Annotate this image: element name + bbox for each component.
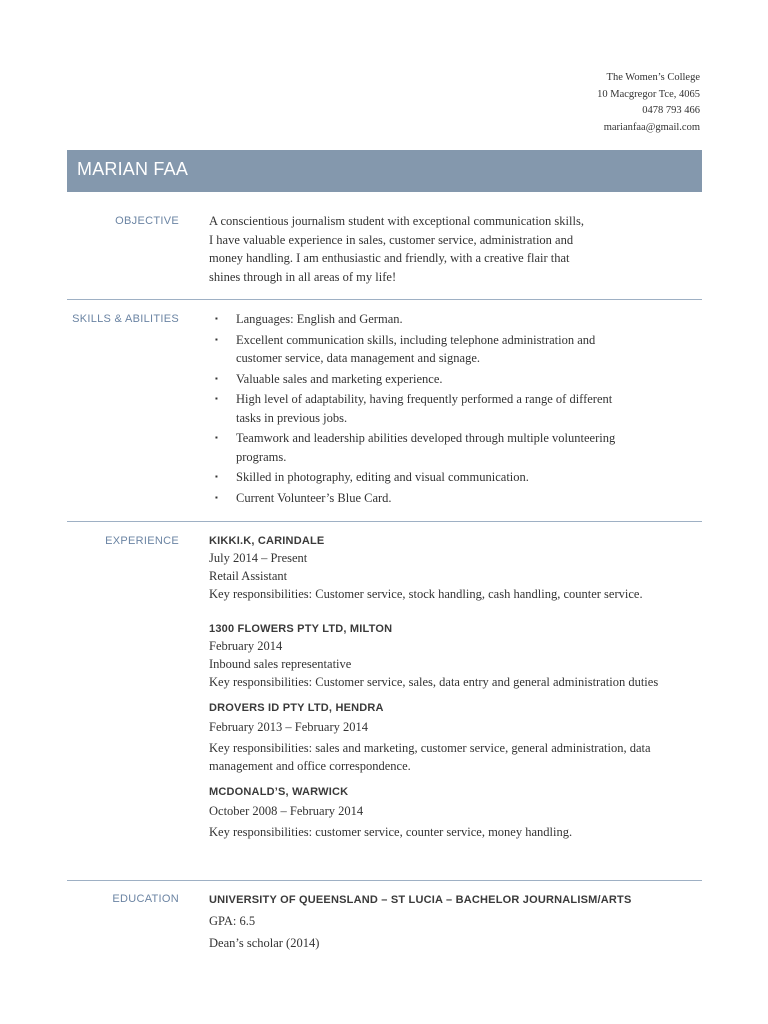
job-entry (209, 533, 709, 603)
skills-block (209, 310, 709, 509)
job-responsibilities: Key responsibilities: Customer service, stock handling, cash handling, counter service. (209, 587, 643, 601)
skill-text: Current Volunteer’s Blue Card. (236, 490, 392, 505)
section-divider (67, 880, 702, 881)
bullet-icon: ▪ (215, 314, 218, 323)
bullet-icon: ▪ (215, 334, 218, 344)
job-role: Retail Assistant (209, 569, 288, 583)
job-responsibilities: Key responsibilities: Customer service, sales, data entry and general administration duties (209, 675, 659, 689)
job-entry (209, 700, 709, 775)
list-item (209, 489, 636, 508)
job-dates: February 2014 (209, 639, 283, 653)
skill-text: Excellent communication skills, including telephone administration and customer service, data management and signage. (236, 332, 596, 365)
job-responsibilities: Key responsibilities: customer service, counter service, money handling. (209, 825, 573, 839)
objective-line: I have valuable experience in sales, customer service, administration and (209, 232, 574, 247)
job-role: Inbound sales representative (209, 657, 352, 671)
contact-address-line1: The Women’s College (606, 72, 700, 83)
education-heading: EDUCATION (112, 893, 179, 905)
bullet-icon: ▪ (215, 472, 218, 481)
list-item (209, 370, 636, 389)
education-honour: Dean’s scholar (2014) (209, 936, 320, 950)
skills-list (209, 310, 709, 507)
skill-text: Skilled in photography, editing and visual communication. (236, 470, 529, 484)
contact-phone: 0478 793 466 (642, 105, 700, 116)
name-banner (67, 150, 702, 192)
job-employer: MCDONALD’S, WARWICK (209, 786, 349, 798)
contact-address-line2: 10 Macgregor Tce, 4065 (597, 88, 700, 100)
list-item (209, 468, 636, 487)
job-dates: October 2008 – February 2014 (209, 804, 364, 818)
section-divider (67, 521, 702, 522)
experience-heading: EXPERIENCE (105, 535, 179, 547)
objective-line: A conscientious journalism student with exceptional communication skills, (209, 214, 584, 228)
skills-heading: SKILLS & ABILITIES (72, 313, 179, 325)
job-employer: KIKKI.K, CARINDALE (209, 535, 325, 547)
skill-text: Languages: English and German. (236, 312, 403, 326)
job-employer: DROVERS ID PTY LTD, HENDRA (209, 702, 384, 714)
bullet-icon: ▪ (215, 492, 218, 502)
list-item (209, 310, 636, 329)
job-entry (209, 784, 709, 841)
education-block (209, 892, 709, 952)
contact-email: marianfaa@gmail.com (603, 121, 700, 133)
section-divider (67, 299, 702, 300)
list-item (209, 390, 636, 427)
education-institution: UNIVERSITY OF QUEENSLAND – ST LUCIA – BACHELOR JOURNALISM/ARTS (209, 894, 632, 906)
job-entry (209, 621, 709, 691)
job-dates: July 2014 – Present (209, 551, 308, 565)
education-gpa: GPA: 6.5 (209, 914, 256, 928)
job-responsibilities: Key responsibilities: sales and marketing, customer service, general administration, data management and office correspondence. (209, 741, 651, 773)
bullet-icon: ▪ (215, 394, 218, 403)
objective-line: money handling. I am enthusiastic and friendly, with a creative flair that (209, 251, 570, 265)
bullet-icon: ▪ (215, 373, 218, 383)
skill-text: Teamwork and leadership abilities developed through multiple volunteering programs. (236, 431, 616, 464)
skill-text: High level of adaptability, having frequently performed a range of different tasks in previous jobs. (236, 392, 613, 425)
list-item (209, 331, 636, 368)
job-employer: 1300 FLOWERS PTY LTD, MILTON (209, 623, 393, 635)
objective-text (209, 212, 609, 286)
bullet-icon: ▪ (215, 433, 218, 442)
objective-line: shines through in all areas of my life! (209, 269, 397, 284)
candidate-name: MARIAN FAA (77, 159, 189, 179)
objective-heading: OBJECTIVE (115, 215, 179, 227)
skill-text: Valuable sales and marketing experience. (236, 371, 443, 386)
list-item (209, 429, 636, 466)
contact-block (597, 70, 700, 136)
experience-block (209, 533, 709, 850)
job-dates: February 2013 – February 2014 (209, 720, 368, 734)
